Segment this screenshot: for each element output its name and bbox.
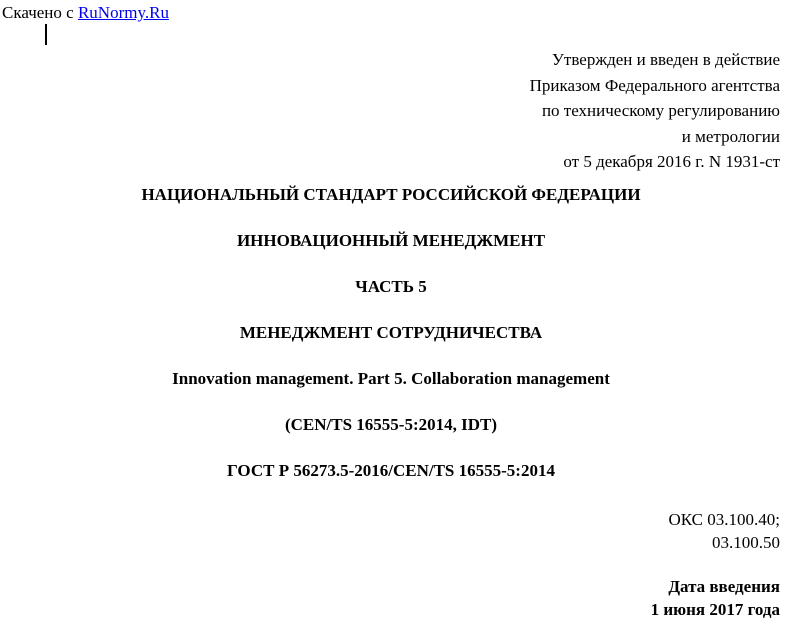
standard-designation: ГОСТ Р 56273.5-2016/CEN/TS 16555-5:2014 [227,461,555,480]
text-cursor [45,24,47,45]
part-number: ЧАСТЬ 5 [355,277,427,296]
introduction-label: Дата введения [668,577,780,596]
source-prefix: Скачено с [2,3,78,22]
standard-type-heading: НАЦИОНАЛЬНЫЙ СТАНДАРТ РОССИЙСКОЙ ФЕДЕРАЦИИ [141,185,641,204]
introduction-date-block [651,575,780,621]
classification-block [668,508,780,554]
approval-line: и метрологии [681,126,780,146]
approval-line: от 5 декабря 2016 г. N 1931-ст [563,152,780,171]
approval-line: по техническому регулированию [541,101,780,120]
approval-line: Утвержден и введен в действие [551,50,780,69]
introduction-date: 1 июня 2017 года [650,600,780,619]
equivalence-note: (CEN/TS 16555-5:2014, IDT) [284,415,498,434]
approval-line: Приказом Федерального агентства [529,75,780,95]
approval-block [530,47,780,175]
english-title: Innovation management. Part 5. Collaboration management [172,369,610,388]
runormy-link[interactable]: RuNormy.Ru [77,3,169,22]
standard-subtitle: МЕНЕДЖМЕНТ СОТРУДНИЧЕСТВА [239,323,543,342]
source-line [2,3,169,23]
oks-code-line: ОКС 03.100.40; [668,510,780,529]
oks-code-line: 03.100.50 [712,533,780,552]
standard-title: ИННОВАЦИОННЫЙ МЕНЕДЖМЕНТ [236,231,546,250]
